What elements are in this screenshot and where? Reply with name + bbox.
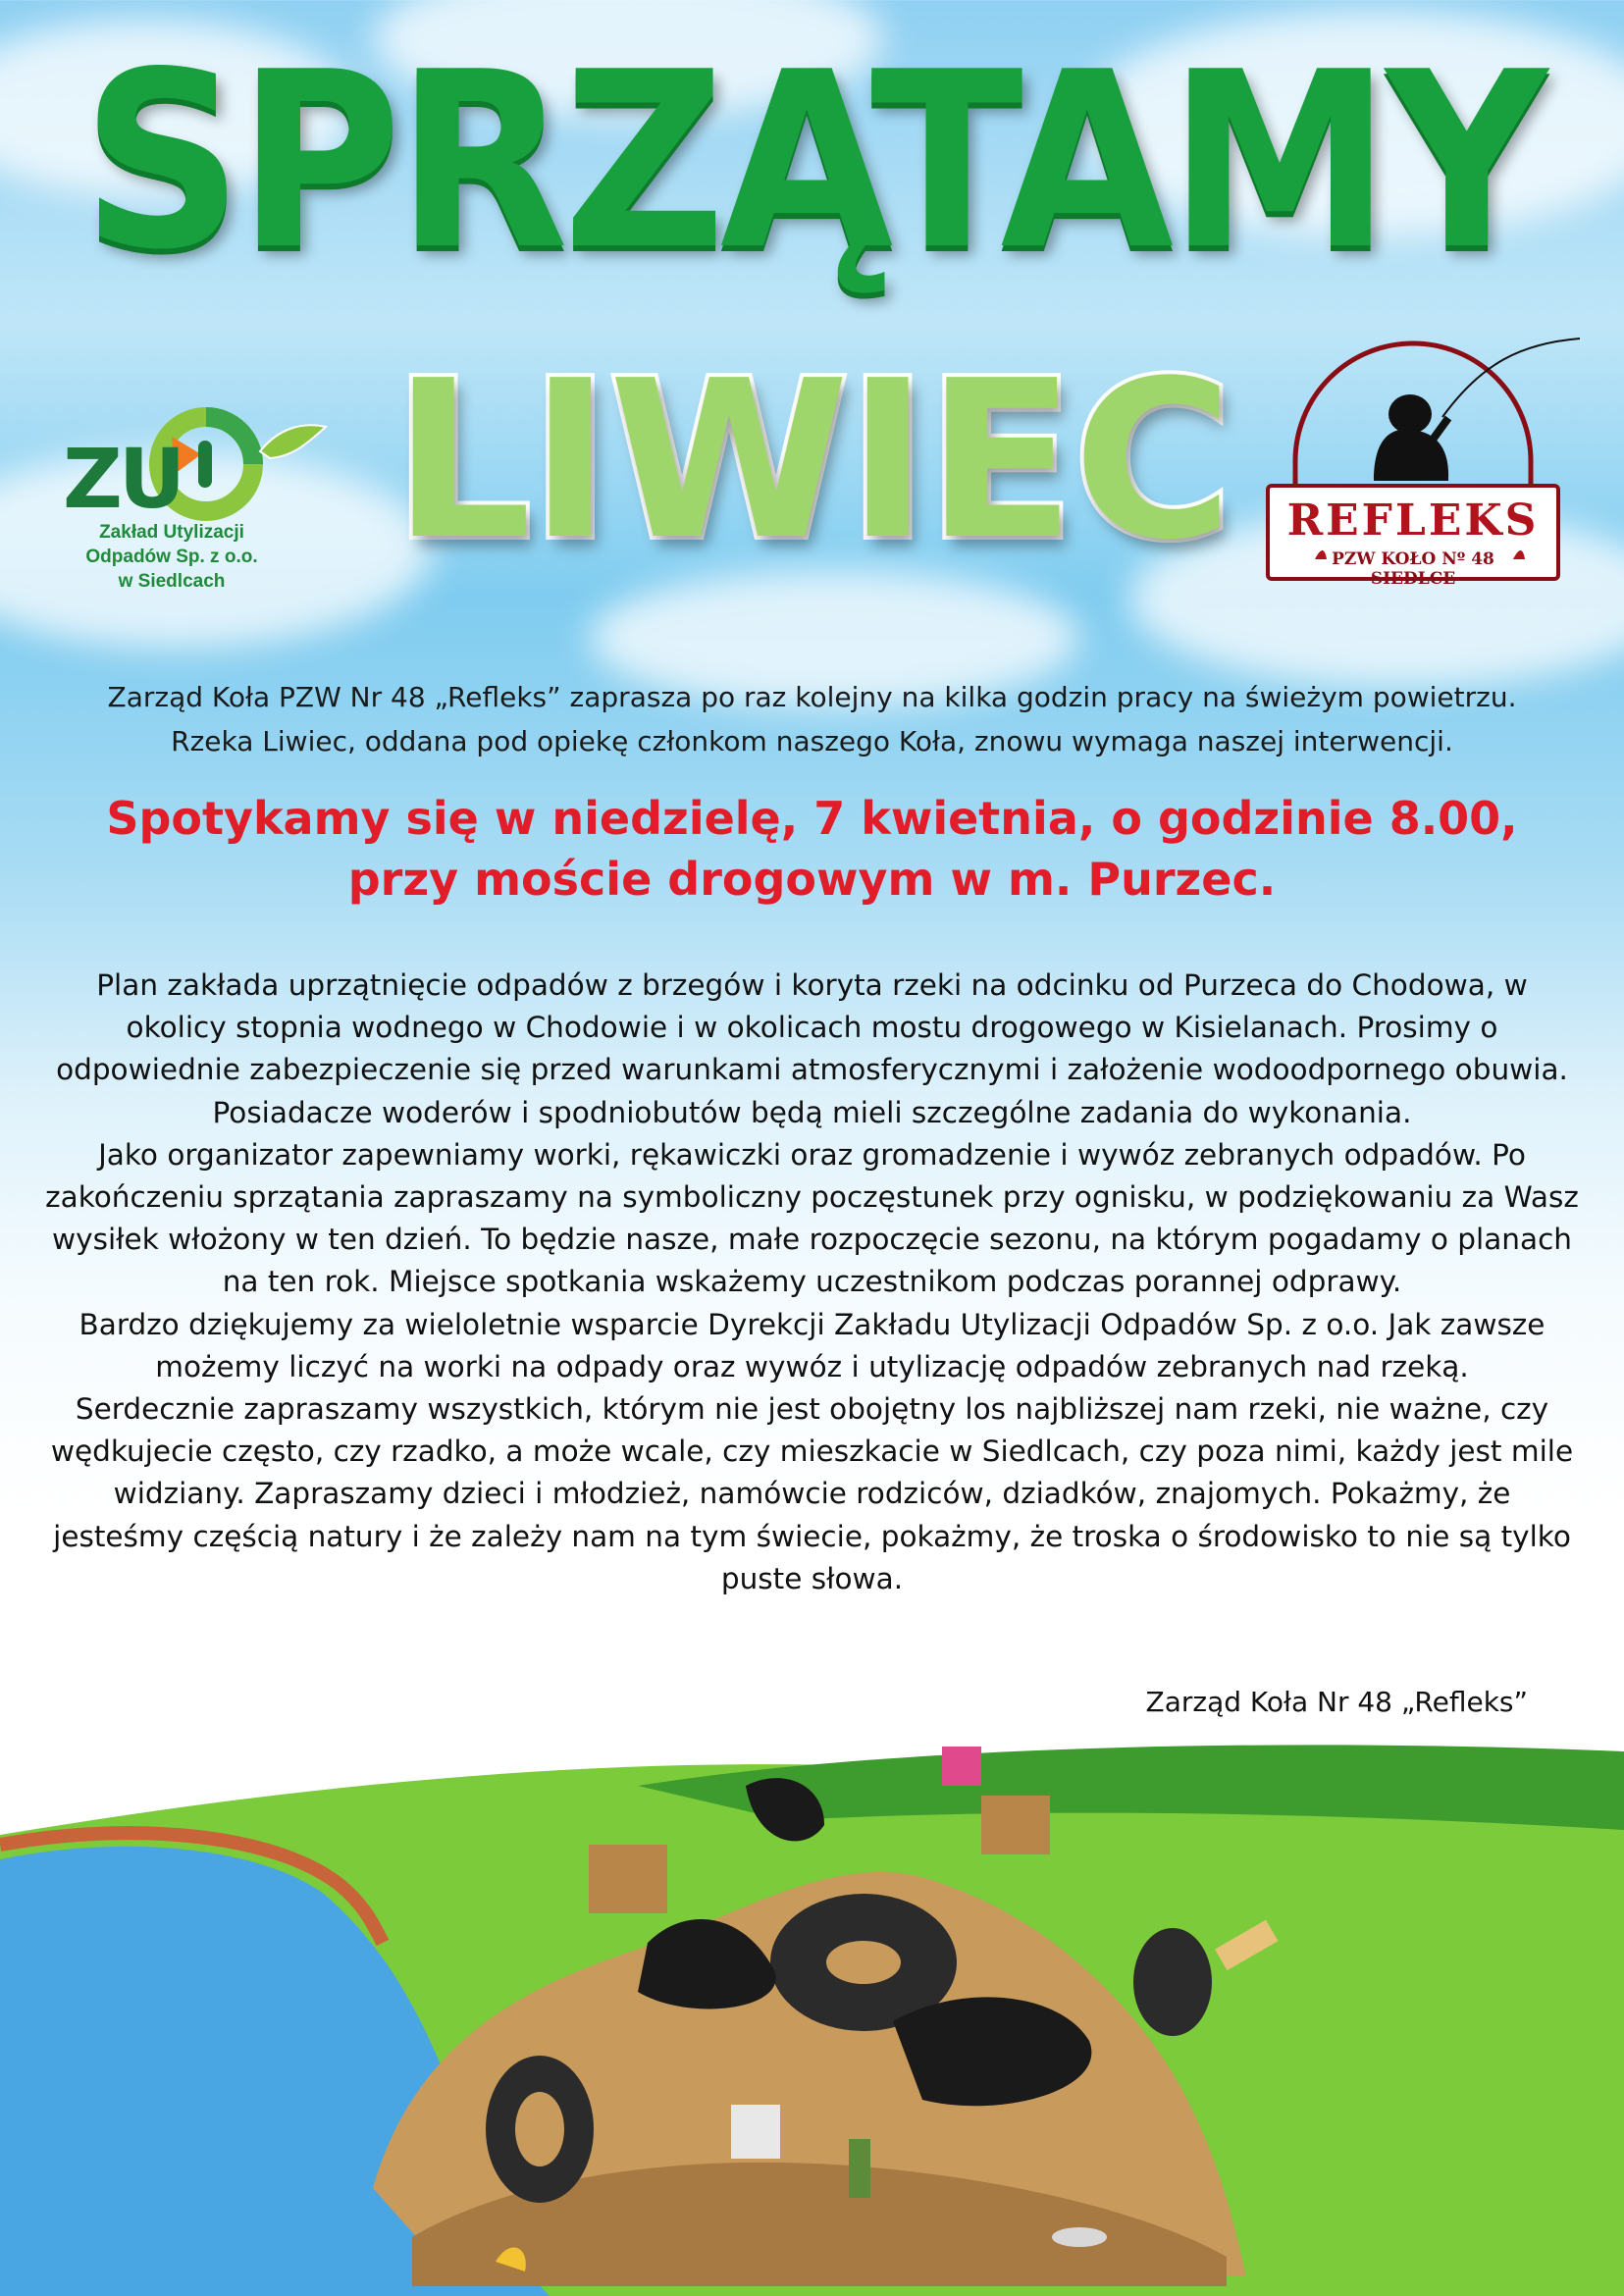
event-headline <box>39 788 1585 910</box>
intro-line: Rzeka Liwiec, oddana pod opiekę członkom naszego Koła, znowu wymaga naszej interwencji. <box>171 725 1453 757</box>
body-text <box>44 965 1580 1600</box>
zuo-letters: ZU <box>63 431 183 525</box>
signature: Zarząd Koła Nr 48 „Refleks” <box>1145 1686 1528 1718</box>
refleks-subtitle: PZW KOŁO Nº 48 SIEDLCE <box>1332 549 1494 589</box>
zuo-logo <box>59 397 329 608</box>
intro-text <box>59 675 1565 763</box>
refleks-name: REFLEKS <box>1286 496 1540 546</box>
zuo-caption-line: Zakład Utylizacji <box>99 522 244 543</box>
headline-line: przy moście drogowym w m. Purzec. <box>347 853 1277 906</box>
body-paragraph: Jako organizator zapewniamy worki, rękawiczki oraz gromadzenie i wywóz zebranych odpadów. Po zakończeniu sprzątania zapraszamy na symboliczny poczęstunek przy ognisku, w podziękowaniu za Wasz wysiłek włożony w ten dzień. To będzie nasze, małe rozpoczęcie sezonu, na którym pogadamy o planach na ten rok. Miejsce spotkania wskażemy uczestnikom podczas porannej odprawy. <box>45 1137 1579 1299</box>
title-line-1: SPRZĄTAMY <box>81 21 1543 303</box>
garbage-pile-illustration <box>0 1727 1624 2296</box>
zuo-caption-line: Odpadów Sp. z o.o. <box>85 547 258 567</box>
refleks-logo <box>1256 324 1580 589</box>
zuo-caption-line: w Siedlcach <box>118 571 226 592</box>
recycle-icon <box>59 397 329 525</box>
zuo-caption <box>59 520 285 594</box>
title-line-2: LIWIEC <box>393 335 1231 588</box>
body-paragraph: Bardzo dziękujemy za wieloletnie wsparcie Dyrekcji Zakładu Utylizacji Odpadów Sp. z o.o. Jak zawsze możemy liczyć na worki na odpady oraz wywóz i utylizację odpadów zebranych nad rzeką. <box>79 1307 1545 1383</box>
headline-line: Spotykamy się w niedzielę, 7 kwietnia, o godzinie 8.00, <box>106 792 1518 845</box>
body-paragraph: Serdecznie zapraszamy wszystkich, którym nie jest obojętny los najbliższej nam rzeki, nie ważne, czy wędkujecie często, czy rzadko, a może wcale, czy mieszkacie w Siedlcach, czy poza nimi, każdy jest mile widziany. Zapraszamy dzieci i młodzież, namówcie rodziców, dziadków, znajomych. Pokażmy, że jesteśmy częścią natury i że zależy nam na tym świecie, pokażmy, że troska o środowisko to nie są tylko puste słowa. <box>50 1392 1574 1595</box>
intro-line: Zarząd Koła PZW Nr 48 „Refleks” zaprasza po raz kolejny na kilka godzin pracy na świeżym powietrzu. <box>107 681 1517 713</box>
body-paragraph: Plan zakłada uprzątnięcie odpadów z brzegów i koryta rzeki na odcinku od Purzeca do Chodowa, w okolicy stopnia wodnego w Chodowie i w okolicach mostu drogowego w Kisielanach. Prosimy o odpowiednie zabezpieczenie się przed warunkami atmosferycznymi i założenie wodoodpornego obuwia. Posiadacze woderów i spodniobutów będą mieli szczególne zadania do wykonania. <box>56 968 1568 1129</box>
